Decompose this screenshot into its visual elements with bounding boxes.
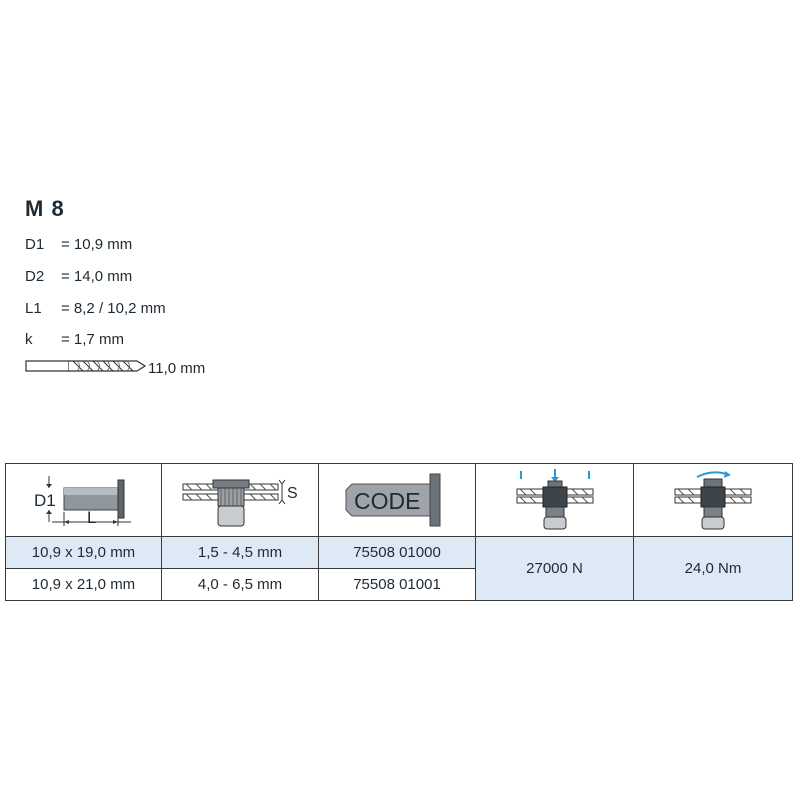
grip-range-cell: 1,5 - 4,5 mm [162,537,319,569]
code-cell: 75508 01001 [319,569,476,601]
spec-d1 [25,236,132,253]
spec-key: k [25,331,33,348]
table-icon-row [6,464,793,537]
spec-table [5,463,793,601]
rivet-nut-dimension-icon [34,470,134,530]
spec-value: = 1,7 mm [61,331,124,348]
code-icon [342,470,452,530]
pull-force-icon [515,467,595,533]
l-label: L [86,508,96,527]
dimension-cell: 10,9 x 19,0 mm [6,537,162,569]
product-title: M 8 [25,196,65,221]
grip-range-header-cell [162,464,319,537]
spec-value: = 8,2 / 10,2 mm [61,300,166,317]
pull-force-header-cell [476,464,634,537]
s-label: S [286,485,298,502]
spec-key: D2 [25,268,45,285]
drill-bit-icon [25,358,147,374]
torque-header-cell [634,464,793,537]
dimension-header-cell [6,464,162,537]
spec-value: = 14,0 mm [61,268,133,285]
code-header-cell [319,464,476,537]
spec-key: L1 [25,300,42,317]
torque-icon [673,467,753,533]
dimension-cell: 10,9 x 21,0 mm [6,569,162,601]
spec-key: D1 [25,236,45,253]
d1-label: D1 [33,491,56,510]
spec-k [25,331,124,348]
spec-d2 [25,268,132,285]
grip-range-icon [178,470,303,530]
spec-l1 [25,300,166,317]
drill-size: 11,0 mm [148,360,206,377]
code-cell: 75508 01000 [319,537,476,569]
grip-range-cell: 4,0 - 6,5 mm [162,569,319,601]
code-label: CODE [354,488,421,514]
pull-force-cell: 27000 N [476,537,634,601]
torque-cell: 24,0 Nm [634,537,793,601]
table-row [6,537,793,569]
spec-value: = 10,9 mm [61,236,133,253]
